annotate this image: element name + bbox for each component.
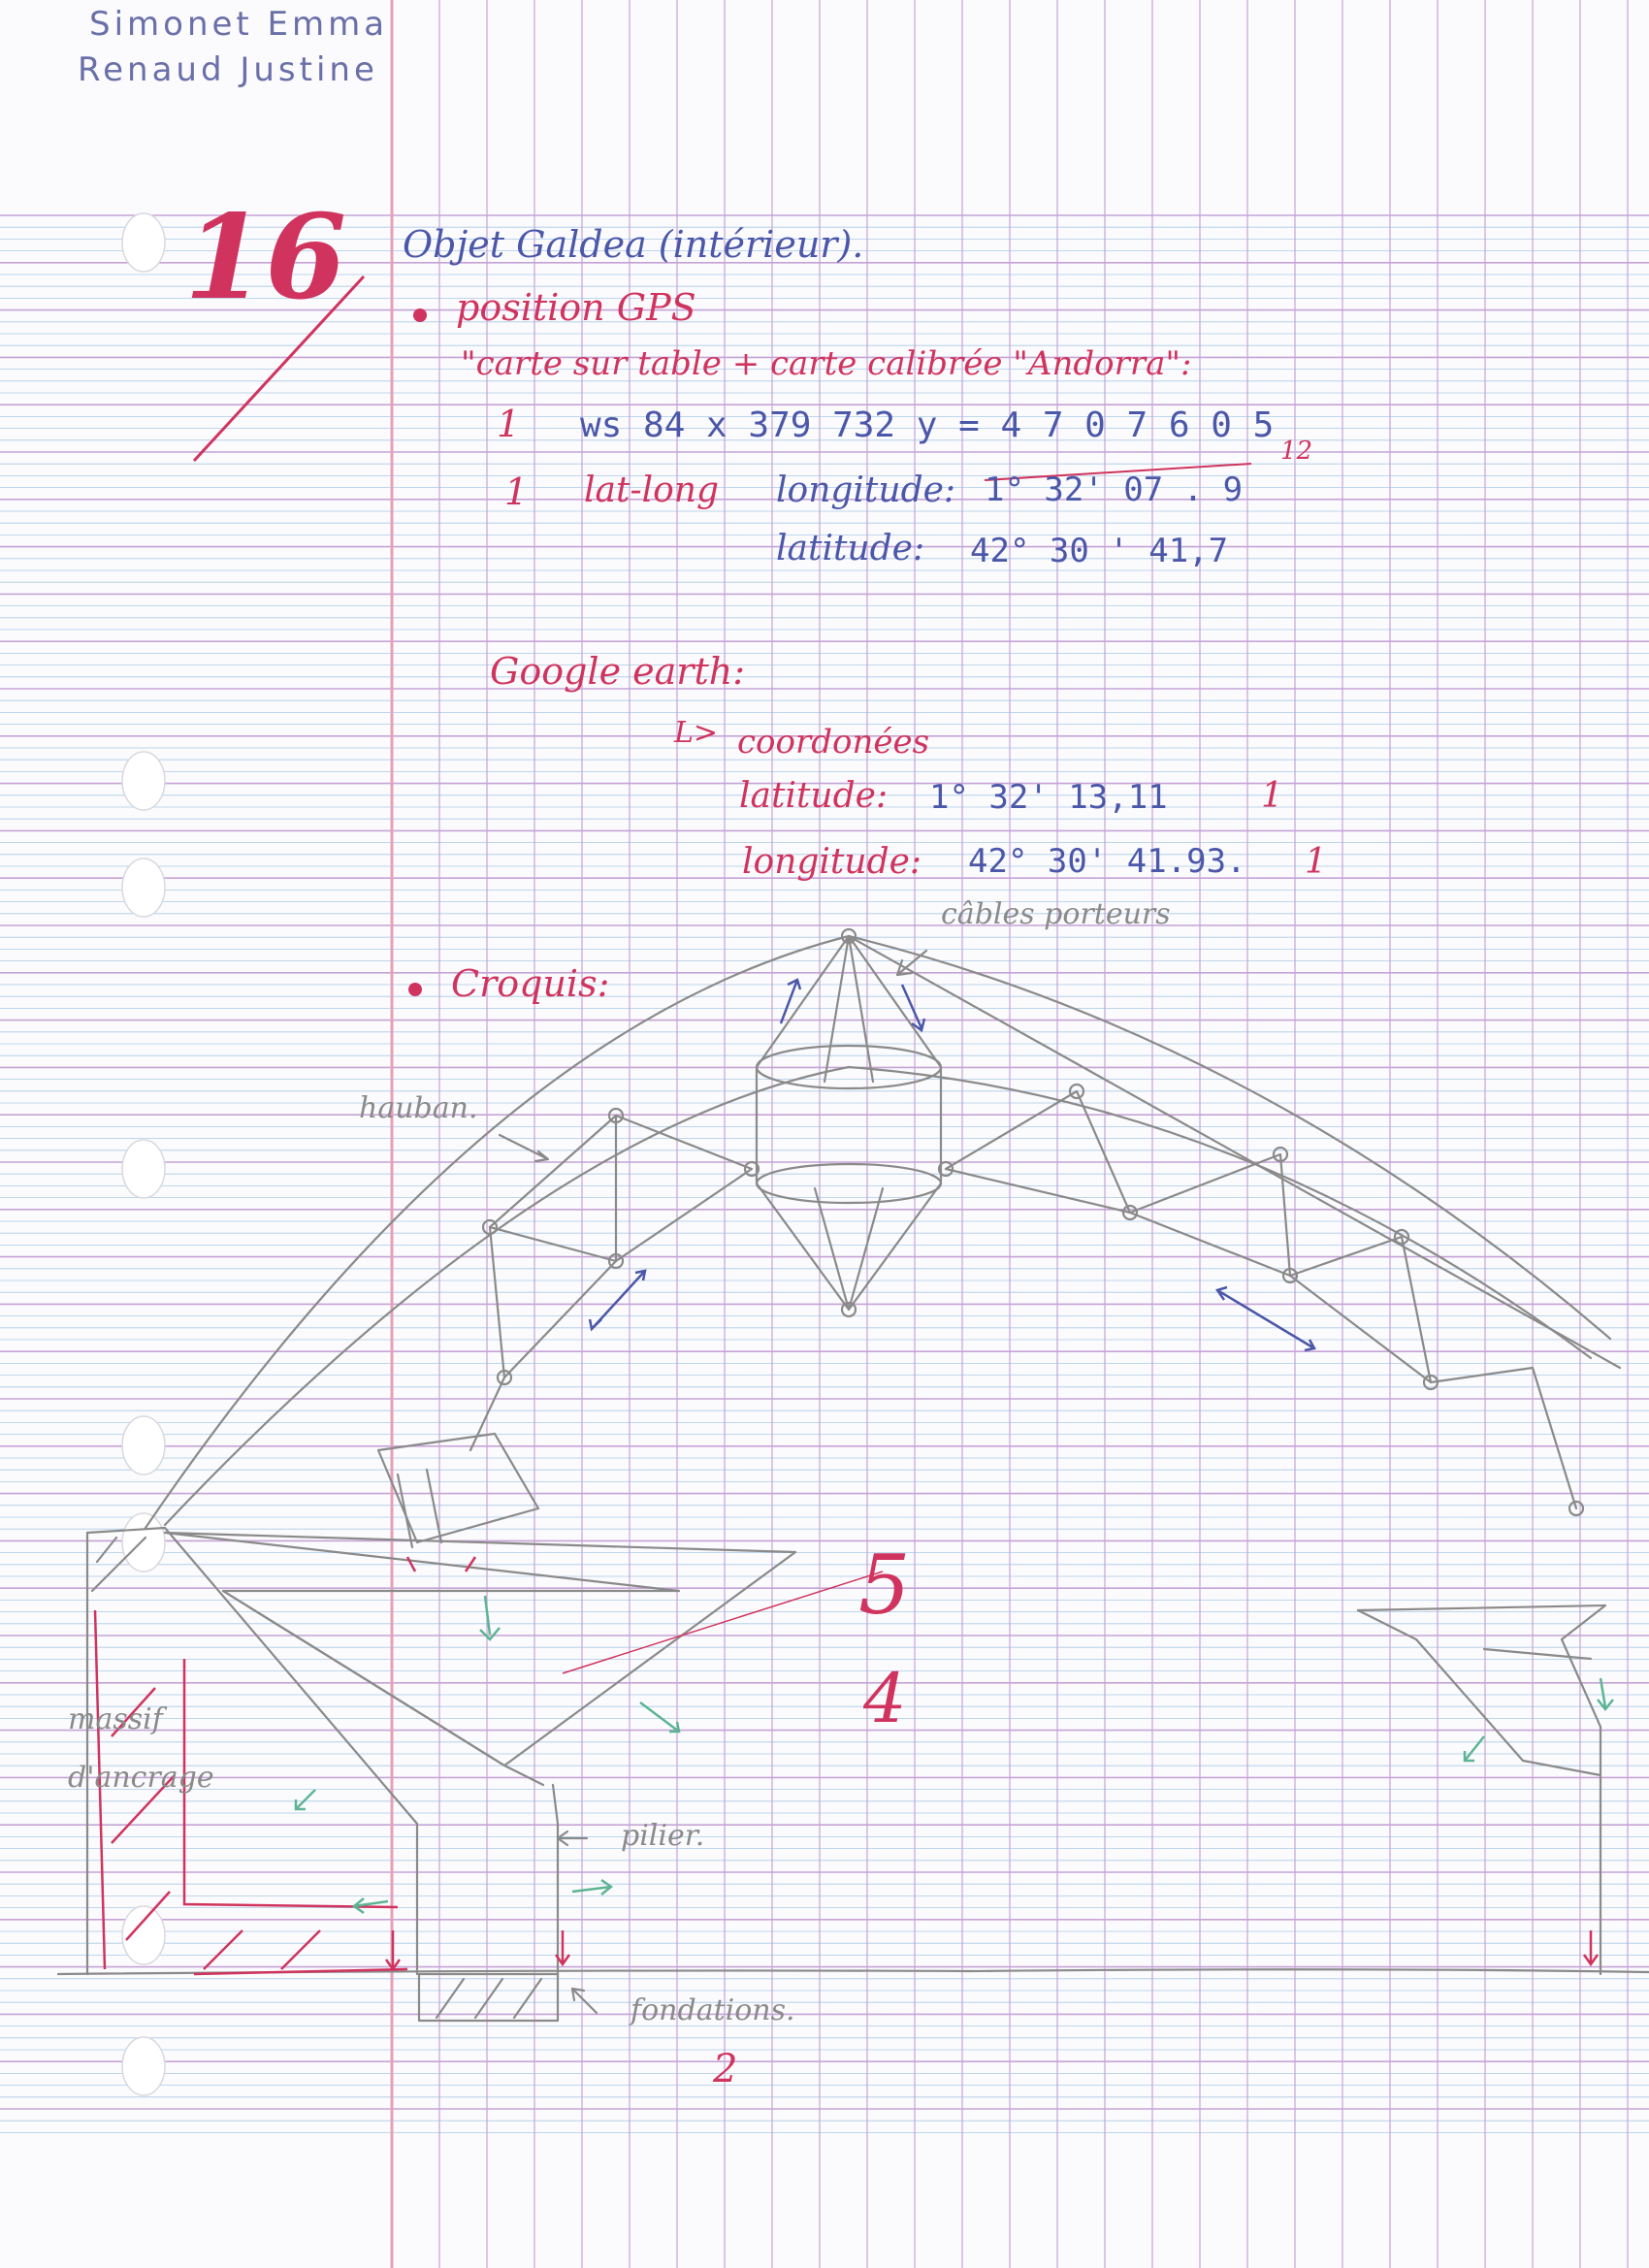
label-massif: massif (68, 1702, 163, 1736)
wgs84-mark: 1 (497, 403, 521, 445)
coords-arrow: L> (674, 716, 719, 750)
latlong-prefix: lat-long (584, 470, 720, 510)
student-name-1: Simonet Emma (89, 5, 389, 44)
binder-hole (122, 1140, 165, 1198)
gps-longitude-value: 1° 32' 07 . 9 (985, 470, 1244, 509)
binder-hole (122, 1416, 165, 1474)
label-cables: câbles porteurs (941, 897, 1171, 931)
gps-latitude-value: 42° 30 ' 41,7 (970, 532, 1229, 570)
ge-latitude-mark: 1 (1261, 776, 1283, 816)
ge-longitude-value: 42° 30' 41.93. (968, 842, 1246, 881)
bullet-gps (413, 308, 427, 322)
binder-hole (122, 213, 165, 272)
correction-note: 12 (1280, 437, 1313, 466)
sketch-small-score: 2 (713, 2047, 738, 2091)
object-title: Objet Galdea (intérieur). (403, 223, 864, 266)
sketch-score: 5 (858, 1538, 911, 1633)
label-ancrage: d'ancrage (68, 1761, 214, 1795)
binder-hole (122, 1906, 165, 1964)
ge-latitude-value: 1° 32' 13,11 (929, 778, 1168, 817)
ge-latitude-label: latitude: (739, 776, 889, 816)
binder-hole (122, 752, 165, 810)
gps-source: "carte sur table + carte calibrée "Andorra": (461, 344, 1192, 383)
label-fondations: fondations. (630, 1993, 795, 2027)
binder-hole (122, 859, 165, 917)
coords-label: coordonées (737, 723, 930, 761)
binder-hole (122, 2037, 165, 2095)
latlong-mark: 1 (504, 470, 529, 513)
grade-score: 16 (184, 189, 346, 326)
sketch-score-denominator: 4 (863, 1659, 907, 1738)
binder-hole (122, 1513, 165, 1571)
wgs84-coords: ws 84 x 379 732 y = 4 7 0 7 6 0 5 (580, 405, 1275, 445)
label-hauban: hauban. (359, 1091, 478, 1125)
bullet-croquis (408, 983, 422, 996)
label-pilier: pilier. (621, 1819, 705, 1853)
gps-longitude-label: longitude: (776, 470, 956, 510)
croquis-label: Croquis: (451, 962, 610, 1005)
google-earth-label: Google earth: (490, 650, 746, 693)
ge-longitude-label: longitude: (742, 842, 922, 882)
gps-latitude-label: latitude: (776, 529, 925, 568)
ge-longitude-mark: 1 (1305, 842, 1327, 882)
student-name-2: Renaud Justine (78, 50, 378, 89)
gps-label: position GPS (456, 286, 696, 329)
